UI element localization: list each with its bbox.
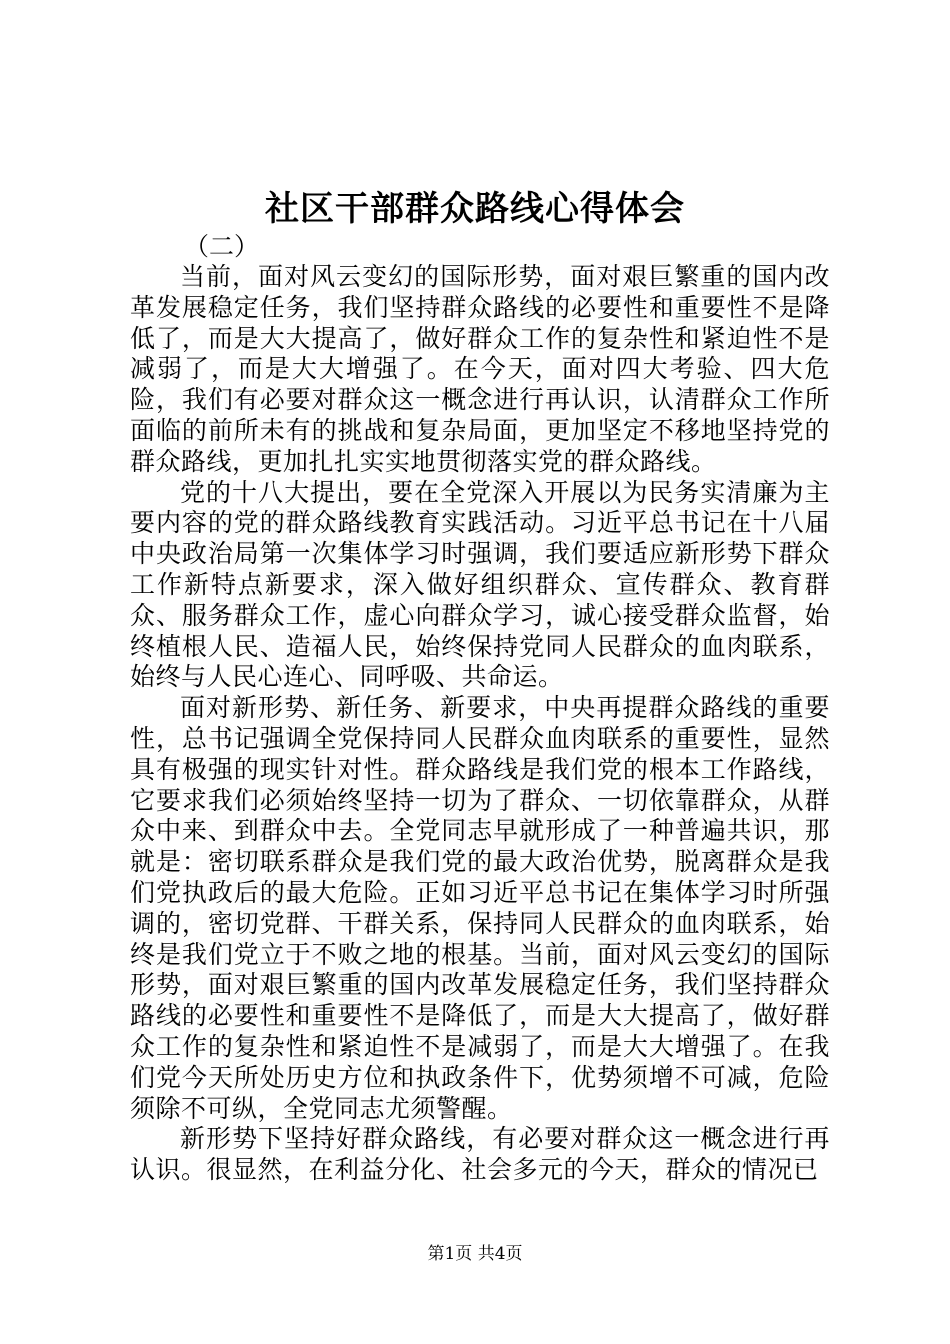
page-number-footer: 第1页 共4页 — [427, 1244, 523, 1264]
paragraph-2: 党的十八大提出，要在全党深入开展以为民务实清廉为主要内容的党的群众路线教育实践活动。习近平总书记在十八届中央政治局第一次集体学习时强调，我们要适应新形势下群众工作新特点新要求，深入做好组织群众、宣传群众、教育群众、服务群众工作，虚心向群众学习，诚心接受群众监督，始终植根人民、造福人民，始终保持党同人民群众的血肉联系，始终与人民心连心、同呼吸、共命运。 — [130, 477, 830, 692]
document-title: 社区干部群众路线心得体会 — [265, 189, 685, 229]
paragraph-3: 面对新形势、新任务、新要求，中央再提群众路线的重要性，总书记强调全党保持同人民群众血肉联系的重要性，显然具有极强的现实针对性。群众路线是我们党的根本工作路线，它要求我们必须始终坚持一切为了群众、一切依靠群众，从群众中来、到群众中去。全党同志早就形成了一种普遍共识，那就是：密切联系群众是我们党的最大政治优势，脱离群众是我们党执政后的最大危险。正如习近平总书记在集体学习时所强调的，密切党群、干群关系，保持同人民群众的血肉联系，始终是我们党立于不败之地的根基。当前，面对风云变幻的国际形势，面对艰巨繁重的国内改革发展稳定任务，我们坚持群众路线的必要性和重要性不是降低了，而是大大提高了，做好群众工作的复杂性和紧迫性不是减弱了，而是大大增强了。在我们党今天所处历史方位和执政条件下，优势须增不可减，危险须除不可纵，全党同志尤须警醒。 — [130, 693, 830, 1123]
paragraph-1: 当前，面对风云变幻的国际形势，面对艰巨繁重的国内改革发展稳定任务，我们坚持群众路线的必要性和重要性不是降低了，而是大大提高了，做好群众工作的复杂性和紧迫性不是减弱了，而是大大增强了。在今天，面对四大考验、四大危险，我们有必要对群众这一概念进行再认识，认清群众工作所面临的前所未有的挑战和复杂局面，更加坚定不移地坚持党的群众路线，更加扎扎实实地贯彻落实党的群众路线。 — [130, 262, 830, 476]
paragraph-4: 新形势下坚持好群众路线，有必要对群众这一概念进行再认识。很显然，在利益分化、社会多元的今天，群众的情况已 — [130, 1124, 830, 1185]
document-subtitle: （二） — [184, 232, 260, 261]
document-body — [130, 262, 830, 1186]
